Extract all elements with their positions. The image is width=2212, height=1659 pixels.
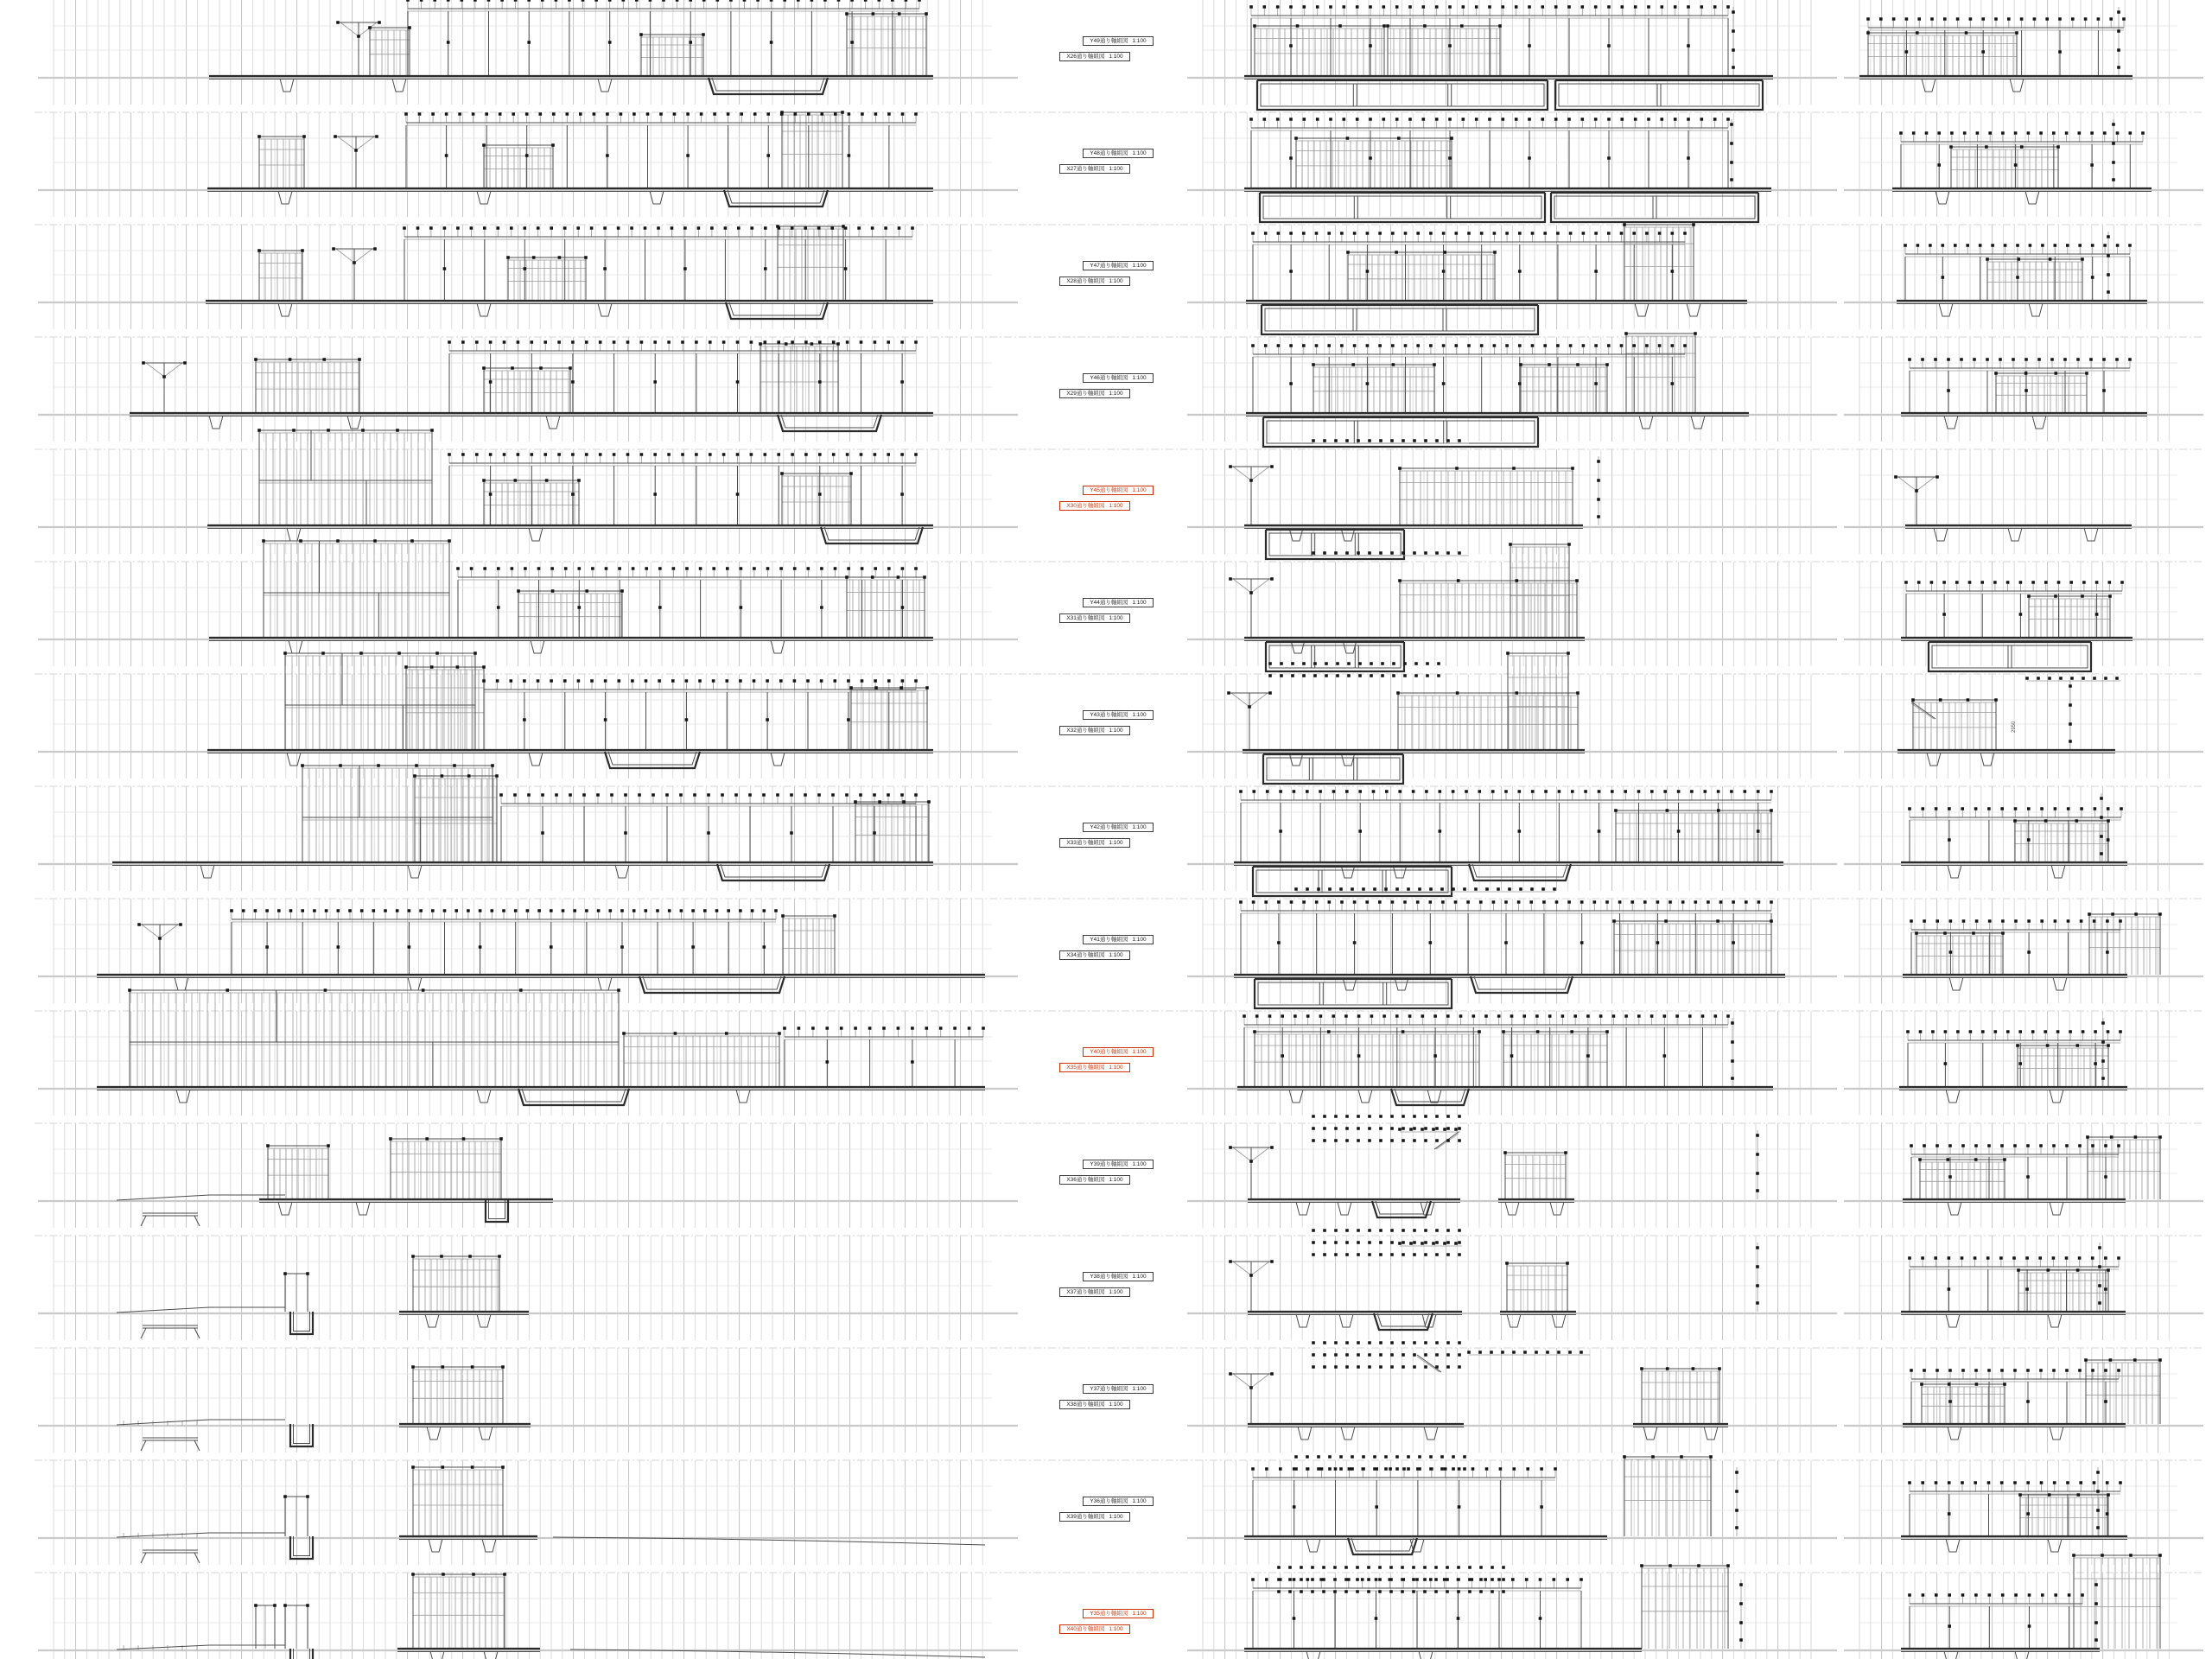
frame-label-title: X38通り軸組図	[1066, 1402, 1105, 1408]
frame-label-scale: 1:100	[1109, 54, 1123, 60]
frame-label-title: X40通り軸組図	[1066, 1626, 1105, 1632]
frame-label-x	[1059, 726, 1130, 735]
frame-label-scale: 1:100	[1132, 824, 1147, 830]
frame-label-title: Y42通り軸組図	[1090, 824, 1128, 830]
frame-label-x	[1059, 838, 1130, 848]
frame-label-scale: 1:100	[1109, 1402, 1123, 1408]
frame-label-y	[1083, 373, 1154, 383]
frame-label-title: Y39通り軸組図	[1090, 1161, 1128, 1167]
frame-label-x	[1059, 389, 1130, 398]
frame-label-scale: 1:100	[1132, 263, 1147, 269]
dimension-annotation: 2950	[2012, 721, 2017, 733]
frame-label-scale: 1:100	[1132, 375, 1147, 381]
frame-label-scale: 1:100	[1132, 937, 1147, 943]
frame-label-x	[1059, 1512, 1130, 1522]
frame-label-scale: 1:100	[1109, 1514, 1123, 1520]
frame-label-y	[1083, 261, 1154, 270]
frame-label-title: X33通り軸組図	[1066, 840, 1105, 846]
frame-label-title: X28通り軸組図	[1066, 278, 1105, 284]
frame-label-scale: 1:100	[1109, 728, 1123, 734]
frame-label-scale: 1:100	[1109, 166, 1123, 172]
frame-label-scale: 1:100	[1132, 1386, 1147, 1392]
frame-label-y	[1083, 598, 1154, 607]
frame-label-title: Y46通り軸組図	[1090, 375, 1128, 381]
frame-label-scale: 1:100	[1132, 487, 1147, 493]
frame-label-scale: 1:100	[1109, 1177, 1123, 1183]
frame-label-title: X27通り軸組図	[1066, 166, 1105, 172]
frame-label-x	[1059, 1400, 1130, 1409]
frame-label-scale: 1:100	[1132, 600, 1147, 606]
frame-label-title: X29通り軸組図	[1066, 391, 1105, 397]
frame-label-title: X26通り軸組図	[1066, 54, 1105, 60]
frame-label-scale: 1:100	[1109, 278, 1123, 284]
frame-label-scale: 1:100	[1132, 150, 1147, 156]
frame-label-x	[1059, 501, 1130, 511]
frame-label-scale: 1:100	[1132, 1161, 1147, 1167]
frame-label-title: Y38通り軸組図	[1090, 1274, 1128, 1280]
frame-label-scale: 1:100	[1109, 1626, 1123, 1632]
frame-label-scale: 1:100	[1132, 1611, 1147, 1617]
frame-label-scale: 1:100	[1132, 712, 1147, 718]
frame-label-y	[1083, 710, 1154, 720]
frame-label-y	[1083, 1160, 1154, 1169]
frame-label-title: Y45通り軸組図	[1090, 487, 1128, 493]
frame-label-scale: 1:100	[1109, 1065, 1123, 1071]
frame-label-x	[1059, 164, 1130, 174]
frame-label-y	[1083, 486, 1154, 495]
frame-label-y	[1083, 823, 1154, 832]
frame-label-title: X31通り軸組図	[1066, 615, 1105, 621]
frame-label-scale: 1:100	[1132, 1498, 1147, 1504]
frame-label-title: Y36通り軸組図	[1090, 1498, 1128, 1504]
frame-label-title: Y41通り軸組図	[1090, 937, 1128, 943]
frame-label-scale: 1:100	[1132, 1049, 1147, 1055]
frame-label-scale: 1:100	[1132, 38, 1147, 44]
frame-label-title: Y35通り軸組図	[1090, 1611, 1128, 1617]
frame-label-x	[1059, 613, 1130, 623]
frame-label-y	[1083, 1384, 1154, 1394]
frame-label-title: X36通り軸組図	[1066, 1177, 1105, 1183]
frame-label-x	[1059, 1624, 1130, 1634]
frame-label-x	[1059, 276, 1130, 286]
frame-label-title: X32通り軸組図	[1066, 728, 1105, 734]
frame-label-x	[1059, 950, 1130, 960]
frame-label-title: Y44通り軸組図	[1090, 600, 1128, 606]
frame-label-scale: 1:100	[1109, 1289, 1123, 1295]
frame-label-title: X39通り軸組図	[1066, 1514, 1105, 1520]
frame-label-title: X30通り軸組図	[1066, 503, 1105, 509]
frame-label-x	[1059, 1175, 1130, 1185]
frame-label-title: X37通り軸組図	[1066, 1289, 1105, 1295]
frame-label-scale: 1:100	[1109, 952, 1123, 958]
frame-label-scale: 1:100	[1109, 840, 1123, 846]
frame-label-title: Y47通り軸組図	[1090, 263, 1128, 269]
frame-label-y	[1083, 1272, 1154, 1281]
frame-label-y	[1083, 1047, 1154, 1057]
frame-label-x	[1059, 52, 1130, 61]
frame-label-title: Y37通り軸組図	[1090, 1386, 1128, 1392]
frame-label-title: X35通り軸組図	[1066, 1065, 1105, 1071]
frame-label-scale: 1:100	[1109, 615, 1123, 621]
frame-label-y	[1083, 149, 1154, 158]
frame-label-scale: 1:100	[1109, 391, 1123, 397]
frame-label-scale: 1:100	[1132, 1274, 1147, 1280]
frame-label-title: Y48通り軸組図	[1090, 150, 1128, 156]
frame-label-title: Y49通り軸組図	[1090, 38, 1128, 44]
frame-label-y	[1083, 1609, 1154, 1618]
frame-label-y	[1083, 1497, 1154, 1506]
frame-label-title: Y43通り軸組図	[1090, 712, 1128, 718]
frame-label-y	[1083, 935, 1154, 944]
frame-label-title: X34通り軸組図	[1066, 952, 1105, 958]
frame-label-x	[1059, 1063, 1130, 1072]
frame-label-title: Y40通り軸組図	[1090, 1049, 1128, 1055]
frame-label-y	[1083, 36, 1154, 46]
frame-label-x	[1059, 1287, 1130, 1297]
frame-label-scale: 1:100	[1109, 503, 1123, 509]
